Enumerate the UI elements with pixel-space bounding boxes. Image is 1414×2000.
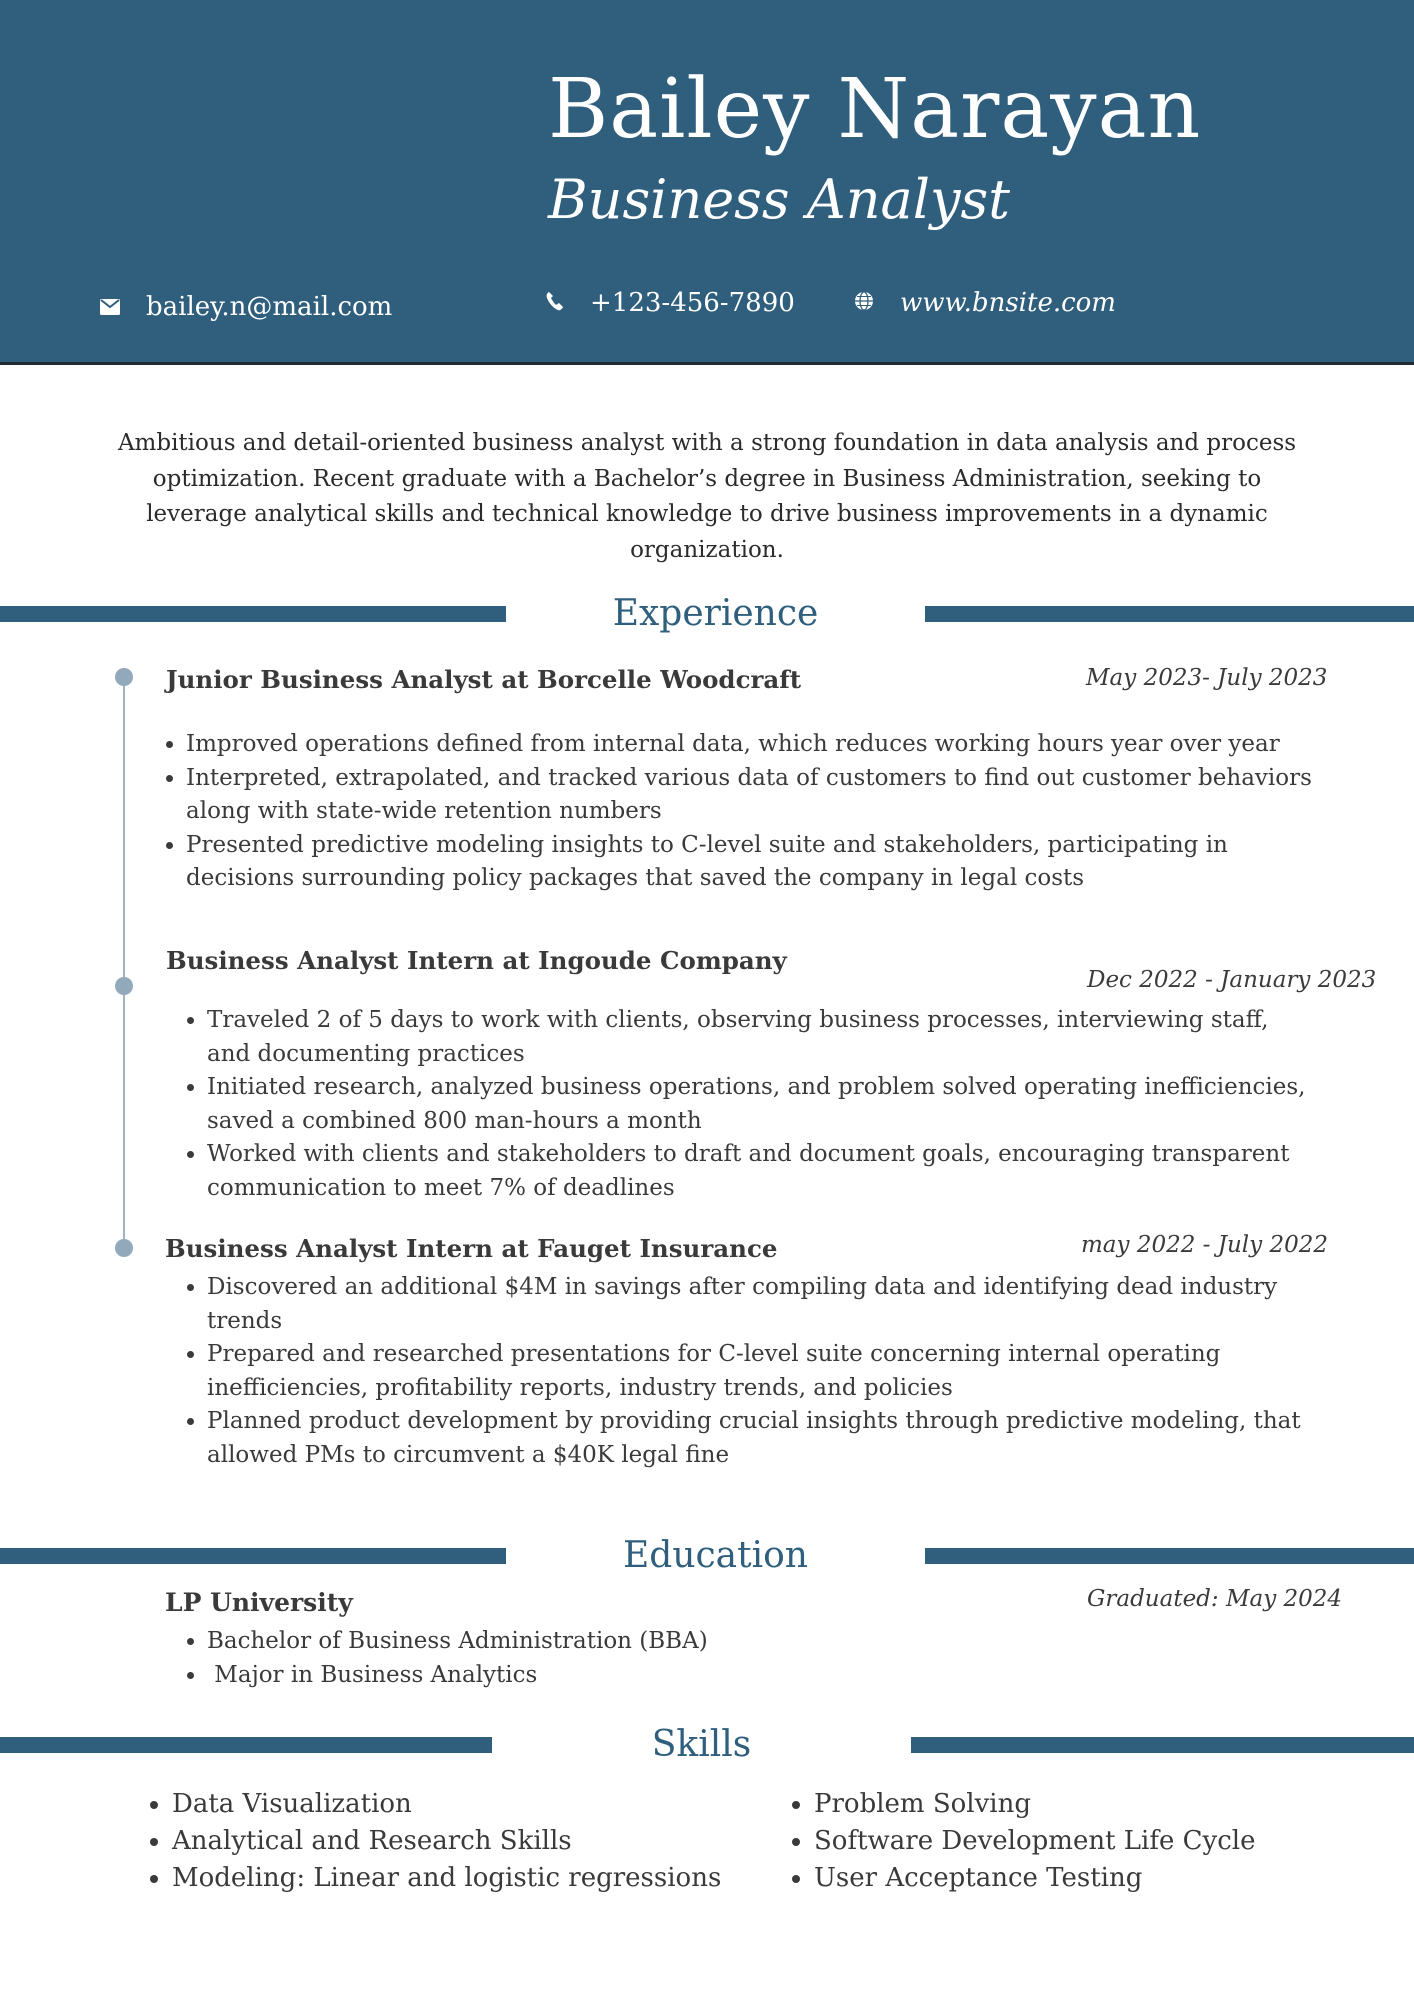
phone-icon [546, 288, 564, 318]
section-divider-right [925, 1548, 1414, 1564]
education-heading: Education [623, 1535, 808, 1576]
section-divider-left [0, 1737, 492, 1753]
list-item: • Traveled 2 of 5 days to work with clients, observing business processes, interviewing staff, and documenting practices [207, 1004, 1317, 1071]
list-item: • User Acceptance Testing [814, 1860, 1374, 1897]
job-dates: Dec 2022 - January 2023 [1087, 967, 1377, 993]
job-title: Junior Business Analyst at Borcelle Woodcraft [166, 665, 802, 694]
phone-text[interactable]: +123-456-7890 [590, 288, 795, 318]
job-bullets [185, 1004, 1317, 1205]
list-item: • Initiated research, analyzed business operations, and problem solved operating inefficiencies, saved a combined 800 man-hours a month [207, 1071, 1317, 1138]
contact-website [854, 288, 1116, 318]
list-item: • Discovered an additional $4M in savings after compiling data and identifying dead industry trends [207, 1271, 1347, 1338]
list-item: • Worked with clients and stakeholders to draft and document goals, encouraging transparent communication to meet 7% of deadlines [207, 1138, 1317, 1205]
job-title: Business Analyst Intern at Fauget Insurance [165, 1234, 778, 1263]
skills-heading: Skills [651, 1724, 752, 1765]
skills-list-right [782, 1786, 1374, 1897]
envelope-icon [100, 292, 120, 322]
profile-summary: Ambitious and detail-oriented business analyst with a strong foundation in data analysis and process optimization. Recent graduate with a Bachelor’s degree in Business Administration, seeking to leverage analytical skills and technical knowledge to drive business improvements in a dynamic organization. [117, 430, 1297, 563]
list-item: • Modeling: Linear and logistic regressions [172, 1860, 772, 1897]
contact-phone [546, 288, 795, 318]
list-item: • Prepared and researched presentations for C-level suite concerning internal operating inefficiencies, profitability reports, industry trends, and policies [207, 1338, 1347, 1405]
job-role: Business Analyst [548, 168, 1010, 231]
experience-heading: Experience [612, 593, 819, 634]
job-dates: May 2023- July 2023 [1086, 665, 1328, 691]
section-divider-left [0, 606, 506, 622]
job-bullets [185, 1271, 1347, 1472]
section-divider-left [0, 1548, 506, 1564]
timeline-dot [115, 668, 133, 686]
job-bullets [164, 728, 1316, 896]
education-bullets [185, 1625, 1107, 1692]
graduation-date: Graduated: May 2024 [1087, 1586, 1343, 1612]
list-item: • Presented predictive modeling insights to C-level suite and stakeholders, participating in decisions surrounding policy packages that saved the company in legal costs [186, 829, 1316, 896]
email-text[interactable]: bailey.n@mail.com [146, 292, 393, 322]
school-name: LP University [165, 1588, 353, 1617]
list-item: • Data Visualization [172, 1786, 772, 1823]
list-item: • Software Development Life Cycle [814, 1823, 1374, 1860]
contact-email [100, 292, 392, 322]
header-banner [0, 0, 1414, 365]
list-item: • Analytical and Research Skills [172, 1823, 772, 1860]
candidate-name: Bailey Narayan [548, 62, 1202, 157]
website-text[interactable]: www.bnsite.com [900, 288, 1116, 318]
list-item: • Problem Solving [814, 1786, 1374, 1823]
list-item: • Improved operations defined from internal data, which reduces working hours year over year [186, 728, 1316, 762]
job-title: Business Analyst Intern at Ingoude Company [166, 946, 787, 975]
section-divider-right [925, 606, 1414, 622]
timeline-dot [115, 977, 133, 995]
list-item: • Interpreted, extrapolated, and tracked various data of customers to find out customer behaviors along with state-wide retention numbers [186, 762, 1316, 829]
globe-icon [854, 288, 874, 318]
list-item: • Bachelor of Business Administration (BBA) [207, 1625, 1107, 1659]
timeline-dot [115, 1239, 133, 1257]
list-item: • Major in Business Analytics [207, 1659, 1107, 1693]
section-divider-right [911, 1737, 1414, 1753]
timeline-line [123, 676, 125, 1248]
skills-list-left [140, 1786, 772, 1897]
job-dates: may 2022 - July 2022 [1081, 1232, 1328, 1258]
list-item: • Planned product development by providing crucial insights through predictive modeling, that allowed PMs to circumvent a $40K legal fine [207, 1405, 1347, 1472]
